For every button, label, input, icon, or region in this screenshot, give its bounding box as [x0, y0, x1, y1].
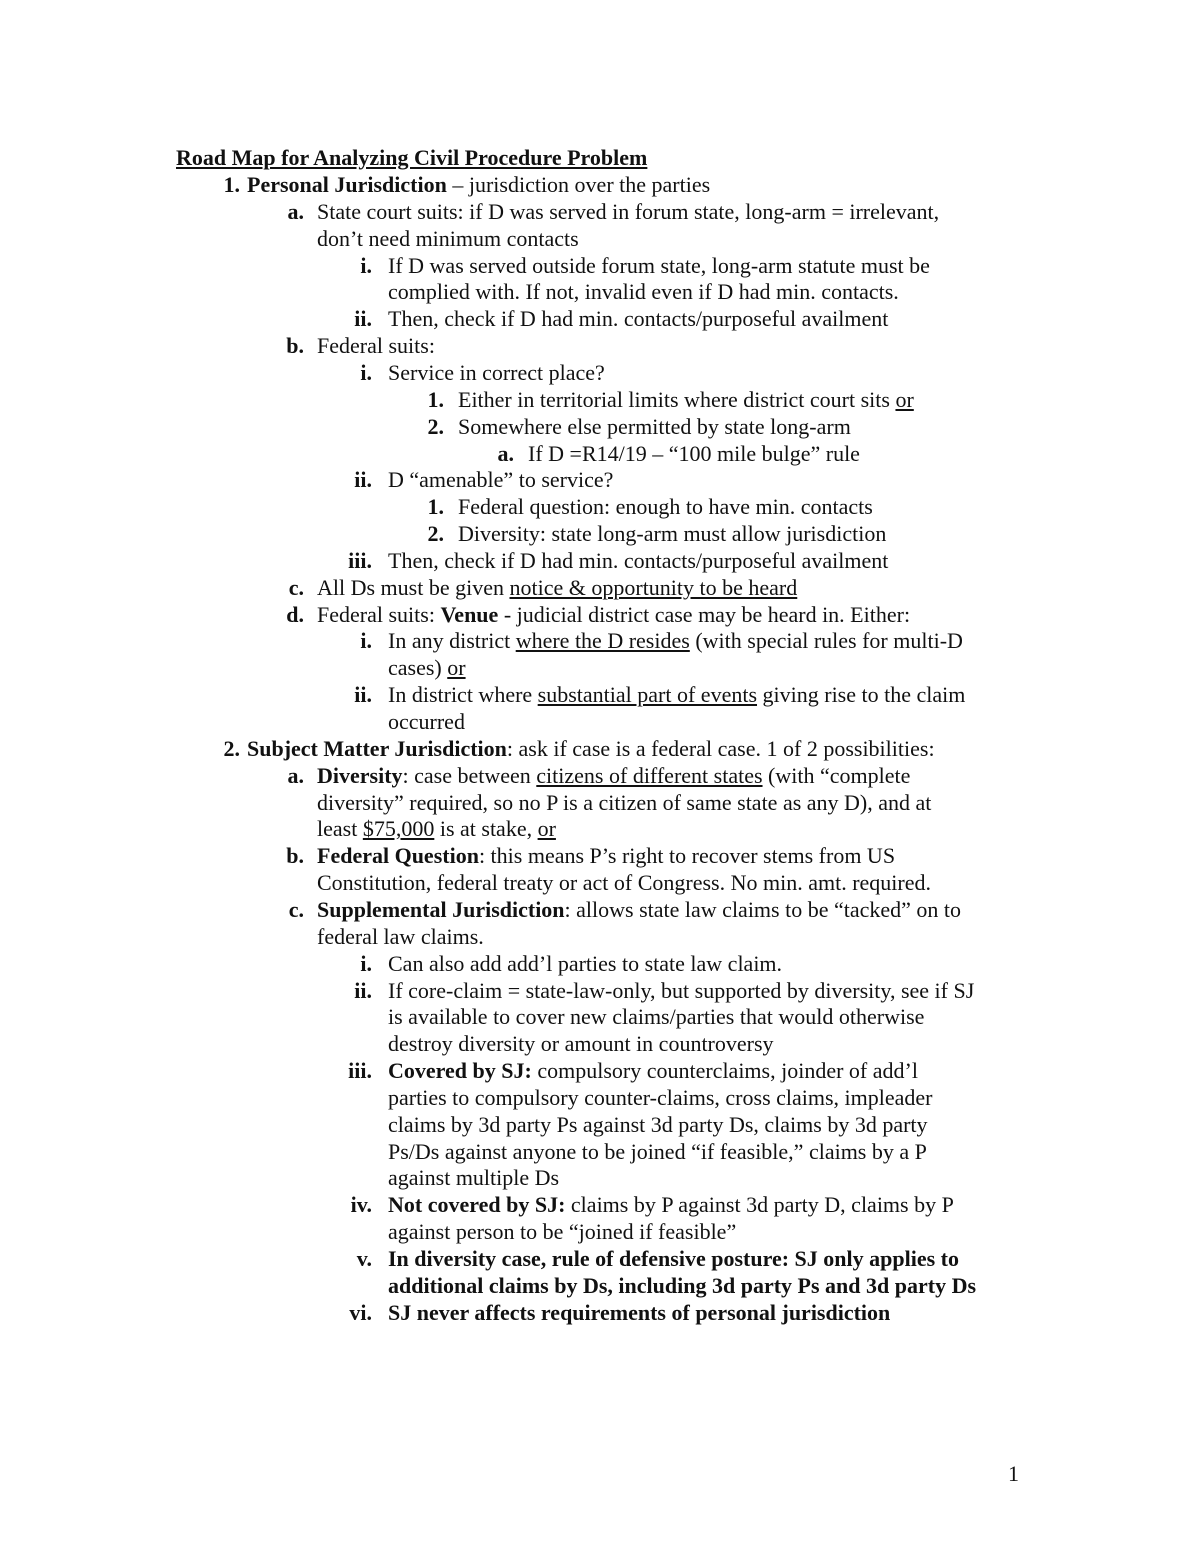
text-run: don’t need minimum contacts — [317, 226, 579, 251]
outline-line — [388, 1111, 928, 1138]
list-marker: i. — [360, 360, 372, 385]
list-marker: 2. — [223, 736, 240, 761]
underlined-text: citizens of different states — [536, 763, 763, 788]
outline-line — [388, 1030, 774, 1057]
list-marker: 1. — [223, 172, 240, 197]
document-title: Road Map for Analyzing Civil Procedure Problem — [176, 145, 648, 170]
underlined-text: substantial part of events — [537, 682, 758, 707]
bold-text: Federal Question — [317, 843, 479, 868]
bold-text: In diversity case, rule of defensive posture: SJ only applies to — [388, 1246, 959, 1271]
list-marker: 1. — [427, 387, 444, 412]
outline-line — [458, 386, 914, 413]
text-run: complied with. If not, invalid even if D had min. contacts. — [388, 279, 899, 304]
list-marker: i. — [360, 253, 372, 278]
list-marker: i. — [360, 951, 372, 976]
underlined-text: notice & opportunity to be heard — [509, 575, 798, 600]
text-run: cases) — [388, 655, 448, 680]
underlined-text: or — [895, 387, 914, 412]
text-run: : case between — [402, 763, 537, 788]
list-marker: ii. — [354, 306, 372, 331]
outline-line — [317, 601, 910, 628]
text-run: federal law claims. — [317, 924, 484, 949]
outline-line — [317, 198, 939, 225]
text-run: (with “complete — [762, 763, 911, 788]
text-run: Then, check if D had min. contacts/purposeful availment — [388, 306, 889, 331]
text-run: least — [317, 816, 363, 841]
list-marker: 2. — [427, 414, 444, 439]
text-run: Then, check if D had min. contacts/purposeful availment — [388, 548, 889, 573]
text-run: : ask if case is a federal case. 1 of 2 possibilities: — [506, 736, 935, 761]
text-run: claims by 3d party Ps against 3d party Ds, claims by 3d party — [388, 1112, 928, 1137]
outline-line — [388, 1084, 933, 1111]
outline-line — [388, 1299, 890, 1326]
text-run: Can also add add’l parties to state law claim. — [388, 951, 783, 976]
outline-line — [388, 950, 782, 977]
text-run: - judicial district case may be heard in. Either: — [498, 602, 911, 627]
outline-line — [317, 896, 961, 923]
text-run: is at stake, — [434, 816, 538, 841]
list-marker: 1. — [427, 494, 444, 519]
text-run: Ps/Ds against anyone to be joined “if feasible,” claims by a P — [388, 1139, 927, 1164]
bold-text: Subject Matter Jurisdiction — [247, 736, 507, 761]
outline-line — [388, 708, 465, 735]
outline-line — [388, 681, 965, 708]
outline-line — [388, 1057, 918, 1084]
list-marker: c. — [288, 575, 304, 600]
text-run: State court suits: if D was served in forum state, long-arm = irrelevant, — [317, 199, 940, 224]
bold-text: SJ never affects requirements of personal jurisdiction — [388, 1300, 891, 1325]
text-run: If D was served outside forum state, long-arm statute must be — [388, 253, 930, 278]
text-run: is available to cover new claims/parties that would otherwise — [388, 1004, 925, 1029]
page-number: 1 — [1008, 1461, 1019, 1486]
outline-line — [388, 466, 613, 493]
text-run: giving rise to the claim — [757, 682, 966, 707]
list-marker: ii. — [354, 978, 372, 1003]
outline-line — [317, 574, 797, 601]
underlined-text: or — [447, 655, 466, 680]
outline-line — [388, 1245, 959, 1272]
list-marker: d. — [286, 602, 304, 627]
outline-line — [458, 520, 886, 547]
outline-line — [317, 815, 556, 842]
outline-line — [388, 359, 605, 386]
underlined-text: or — [537, 816, 556, 841]
outline-line — [388, 305, 888, 332]
bold-text: Not covered by SJ: — [388, 1192, 566, 1217]
text-run: destroy diversity or amount in countroversy — [388, 1031, 774, 1056]
outline-line — [528, 440, 860, 467]
list-marker: iii. — [348, 548, 372, 573]
text-run: Service in correct place? — [388, 360, 605, 385]
text-run: In any district — [388, 628, 516, 653]
text-run: Diversity: state long-arm must allow jurisdiction — [458, 521, 887, 546]
text-run: Constitution, federal treaty or act of Congress. No min. amt. required. — [317, 870, 932, 895]
outline-line — [247, 171, 710, 198]
text-run: In district where — [388, 682, 538, 707]
outline-line — [388, 1003, 924, 1030]
list-marker: iv. — [350, 1192, 372, 1217]
outline-line — [388, 252, 930, 279]
list-marker: b. — [286, 333, 304, 358]
outline-line — [388, 1272, 976, 1299]
list-marker: b. — [286, 843, 304, 868]
bold-text: additional claims by Ds, including 3d party Ps and 3d party Ds — [388, 1273, 977, 1298]
list-marker: a. — [287, 199, 304, 224]
list-marker: ii. — [354, 467, 372, 492]
text-run: If core-claim = state-law-only, but supported by diversity, see if SJ — [388, 978, 975, 1003]
text-run: diversity” required, so no P is a citizen of same state as any D), and at — [317, 790, 932, 815]
outline-line — [317, 762, 910, 789]
text-run: : this means P’s right to recover stems from US — [478, 843, 896, 868]
outline-line — [388, 627, 963, 654]
outline-line — [458, 413, 851, 440]
text-run: compulsory counterclaims, joinder of add’l — [531, 1058, 918, 1083]
text-run: (with special rules for multi-D — [689, 628, 963, 653]
list-marker: iii. — [348, 1058, 372, 1083]
outline-line — [388, 1218, 736, 1245]
text-run: Federal suits: — [317, 602, 441, 627]
text-run: Federal question: enough to have min. contacts — [458, 494, 873, 519]
outline-line — [388, 1191, 954, 1218]
text-run: claims by P against 3d party D, claims by P — [565, 1192, 954, 1217]
text-run: parties to compulsory counter-claims, cross claims, impleader — [388, 1085, 933, 1110]
outline-line — [317, 789, 931, 816]
bold-text: Covered by SJ: — [388, 1058, 532, 1083]
list-marker: a. — [287, 763, 304, 788]
bold-text: Venue — [440, 602, 499, 627]
list-marker: v. — [356, 1246, 372, 1271]
list-marker: c. — [288, 897, 304, 922]
outline-line — [458, 493, 873, 520]
bold-text: Diversity — [317, 763, 403, 788]
text-run: against multiple Ds — [388, 1165, 560, 1190]
text-run: against person to be “joined if feasible” — [388, 1219, 737, 1244]
list-marker: a. — [497, 441, 514, 466]
list-marker: vi. — [349, 1300, 372, 1325]
underlined-text: $75,000 — [362, 816, 435, 841]
outline-line — [388, 278, 899, 305]
text-run: If D =R14/19 – “100 mile bulge” rule — [528, 441, 860, 466]
outline-line — [388, 547, 888, 574]
underlined-text: where the D resides — [515, 628, 690, 653]
bold-text: Personal Jurisdiction — [247, 172, 447, 197]
text-run: occurred — [388, 709, 465, 734]
list-marker: i. — [360, 628, 372, 653]
outline-line — [317, 225, 579, 252]
text-run: D “amenable” to service? — [388, 467, 614, 492]
outline-line — [388, 1164, 559, 1191]
text-run: : allows state law claims to be “tacked” on to — [564, 897, 962, 922]
outline-line — [317, 869, 931, 896]
outline-line — [317, 842, 895, 869]
bold-text: Supplemental Jurisdiction — [317, 897, 565, 922]
text-run: – jurisdiction over the parties — [446, 172, 711, 197]
outline-line — [317, 332, 435, 359]
outline-line — [388, 977, 974, 1004]
outline-line — [247, 735, 935, 762]
text-run: Either in territorial limits where district court sits — [458, 387, 896, 412]
text-run: Federal suits: — [317, 333, 435, 358]
outline-line — [388, 1138, 927, 1165]
text-run: Somewhere else permitted by state long-arm — [458, 414, 851, 439]
outline-line — [388, 654, 466, 681]
list-marker: ii. — [354, 682, 372, 707]
text-run: All Ds must be given — [317, 575, 510, 600]
list-marker: 2. — [427, 521, 444, 546]
outline-line — [317, 923, 484, 950]
